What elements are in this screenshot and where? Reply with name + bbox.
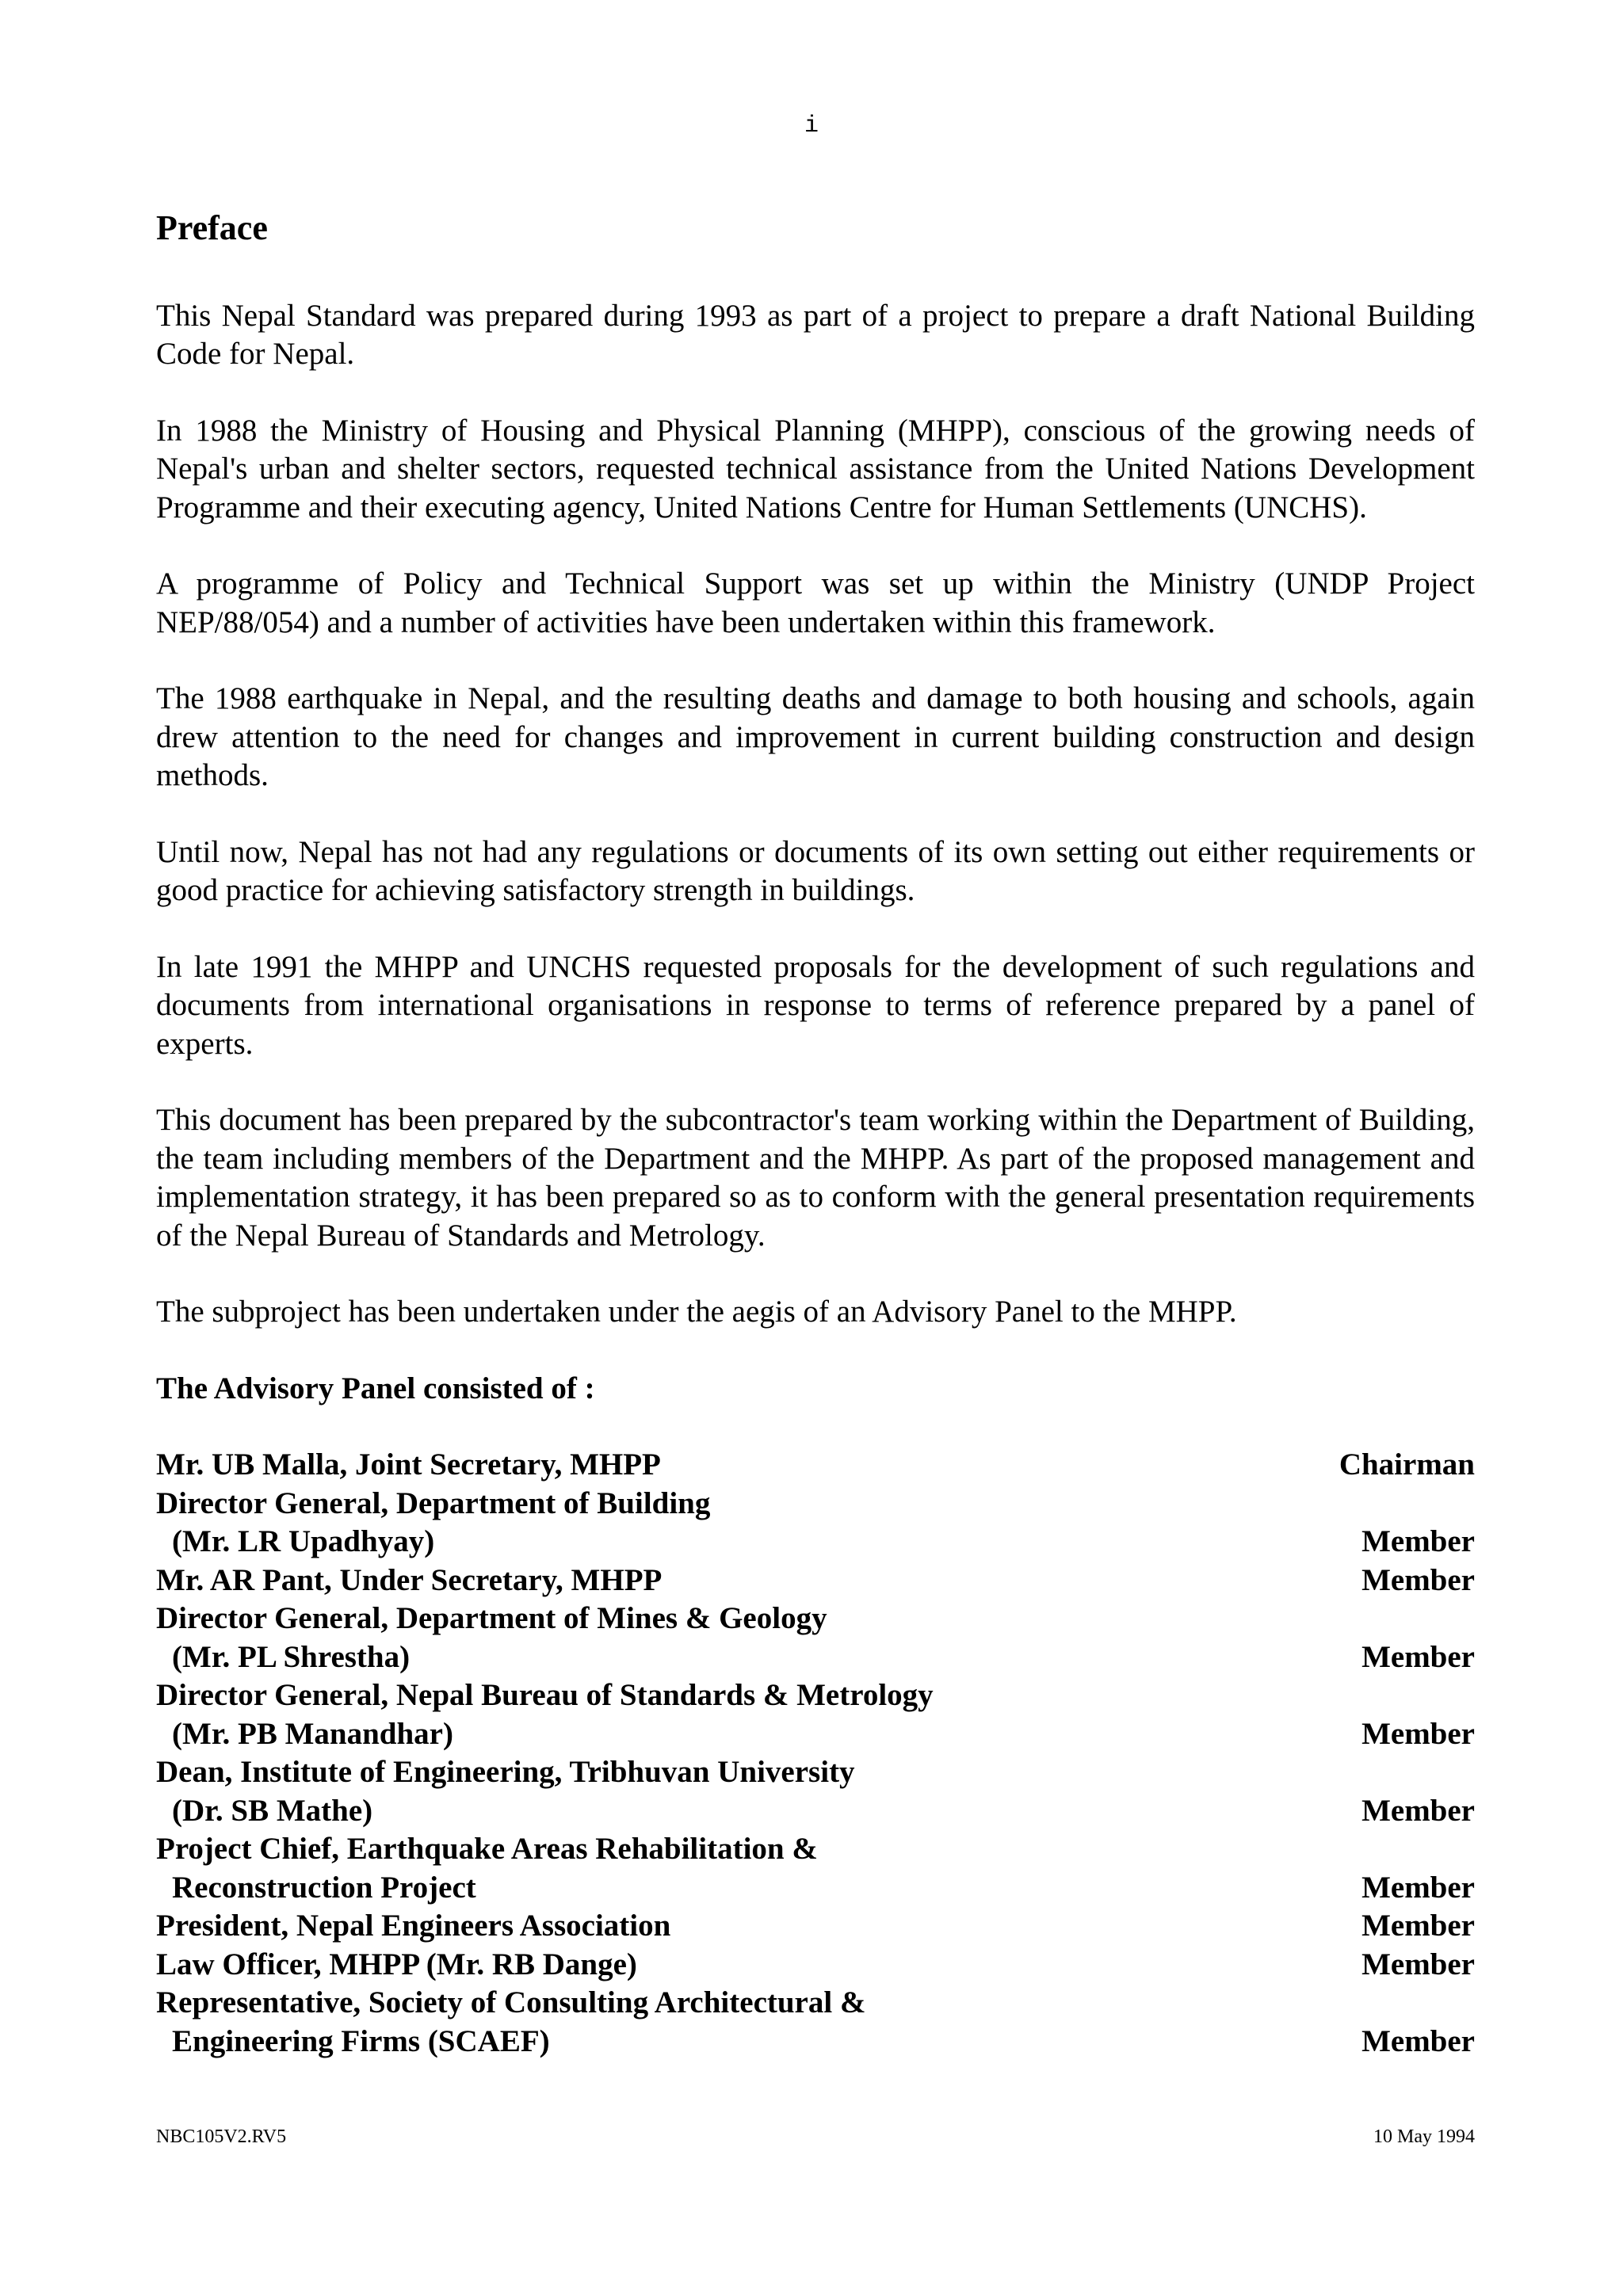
panel-member-name (156, 1446, 661, 1485)
panel-member-line: Engineering Firms (SCAEF) (172, 2023, 550, 2058)
panel-member-line: (Mr. PL Shrestha) (172, 1639, 411, 1674)
paragraph: This Nepal Standard was prepared during 1993 as part of a project to prepare a draft National Building Code for Nepal. (156, 298, 1475, 372)
panel-member-role: Member (1361, 1909, 1475, 1943)
panel-member-row (156, 1753, 1475, 1830)
panel-member-role: Member (1361, 1524, 1475, 1559)
paragraph: Until now, Nepal has not had any regulations or documents of its own setting out either requirements or good practice for achieving satisfactory strength in buildings. (156, 834, 1475, 908)
panel-member-name (156, 1485, 710, 1562)
panel-member-line: President, Nepal Engineers Association (156, 1909, 671, 1943)
panel-member-row (156, 1562, 1475, 1600)
paragraph: The 1988 earthquake in Nepal, and the resulting deaths and damage to both housing and schools, again drew attention to the need for changes and improvement in current building construction and design methods. (156, 681, 1475, 793)
panel-member-line: (Dr. SB Mathe) (172, 1793, 373, 1828)
panel-heading: The Advisory Panel consisted of : (156, 1371, 595, 1405)
panel-member-row (156, 1984, 1475, 2061)
page-title: Preface (156, 208, 268, 247)
panel-member-row (156, 1446, 1475, 1485)
panel-member-role: Member (1361, 1947, 1475, 1981)
panel-member-line: (Mr. PB Manandhar) (172, 1716, 453, 1751)
paragraph: In late 1991 the MHPP and UNCHS requested proposals for the development of such regulations and documents from international organisations in response to terms of reference prepared by a panel of experts. (156, 949, 1475, 1061)
panel-member-line: Director General, Nepal Bureau of Standards & Metrology (156, 1678, 934, 1713)
panel-member-role: Member (1361, 2023, 1475, 2058)
advisory-panel-list (156, 1446, 1475, 2061)
panel-member-line: Reconstruction Project (172, 1870, 476, 1905)
panel-member-line: Director General, Department of Building (156, 1486, 711, 1520)
panel-member-name (156, 1676, 934, 1753)
panel-member-line: Director General, Department of Mines & Geology (156, 1601, 827, 1636)
preface-paragraphs (156, 297, 1475, 1332)
paragraph: In 1988 the Ministry of Housing and Physical Planning (MHPP), conscious of the growing needs of Nepal's urban and shelter sectors, requested technical assistance from the United Nations Development Programme and their executing agency, United Nations Centre for Human Settlements (UNCHS). (156, 413, 1475, 524)
page-number: i (804, 113, 819, 139)
document-body (156, 208, 1475, 2061)
page-footer (156, 2126, 1475, 2148)
footer-document-id: NBC105V2.RV5 (156, 2126, 287, 2147)
panel-member-line: Project Chief, Earthquake Areas Rehabilitation & (156, 1832, 818, 1867)
panel-member-name (156, 1984, 865, 2061)
panel-member-name (156, 1907, 670, 1946)
paragraph: The subproject has been undertaken under the aegis of an Advisory Panel to the MHPP. (156, 1295, 1237, 1329)
panel-member-role: Member (1361, 1716, 1475, 1751)
panel-member-line: Representative, Society of Consulting Architectural & (156, 1985, 866, 2020)
panel-member-role: Member (1361, 1870, 1475, 1905)
panel-member-line: Mr. AR Pant, Under Secretary, MHPP (156, 1562, 663, 1597)
panel-member-role: Member (1361, 1562, 1475, 1597)
panel-member-line: Law Officer, MHPP (Mr. RB Dange) (156, 1947, 637, 1981)
panel-member-row (156, 1600, 1475, 1676)
panel-member-row (156, 1485, 1475, 1562)
panel-member-line: Dean, Institute of Engineering, Tribhuvan University (156, 1755, 855, 1790)
panel-member-name (156, 1562, 662, 1600)
panel-member-row (156, 1676, 1475, 1753)
paragraph: This document has been prepared by the subcontractor's team working within the Department of Building, the team including members of the Department and the MHPP. As part of the proposed management and implementation strategy, it has been prepared so as to conform with the general presentation requirements of the Nepal Bureau of Standards and Metrology. (156, 1103, 1475, 1253)
panel-member-name (156, 1946, 637, 1985)
paragraph: A programme of Policy and Technical Support was set up within the Ministry (UNDP Project NEP/88/054) and a number of activities have been undertaken within this framework. (156, 566, 1475, 639)
panel-member-role: Chairman (1338, 1447, 1475, 1482)
panel-member-name (156, 1830, 818, 1907)
panel-member-role: Member (1361, 1639, 1475, 1674)
footer-date: 10 May 1994 (1373, 2126, 1475, 2147)
panel-member-name (156, 1600, 827, 1676)
panel-member-row (156, 1907, 1475, 1946)
panel-member-name (156, 1753, 855, 1830)
panel-member-line: Mr. UB Malla, Joint Secretary, MHPP (156, 1447, 661, 1482)
panel-member-row (156, 1946, 1475, 1985)
panel-member-line: (Mr. LR Upadhyay) (172, 1524, 435, 1559)
panel-member-role: Member (1361, 1793, 1475, 1828)
panel-member-row (156, 1830, 1475, 1907)
